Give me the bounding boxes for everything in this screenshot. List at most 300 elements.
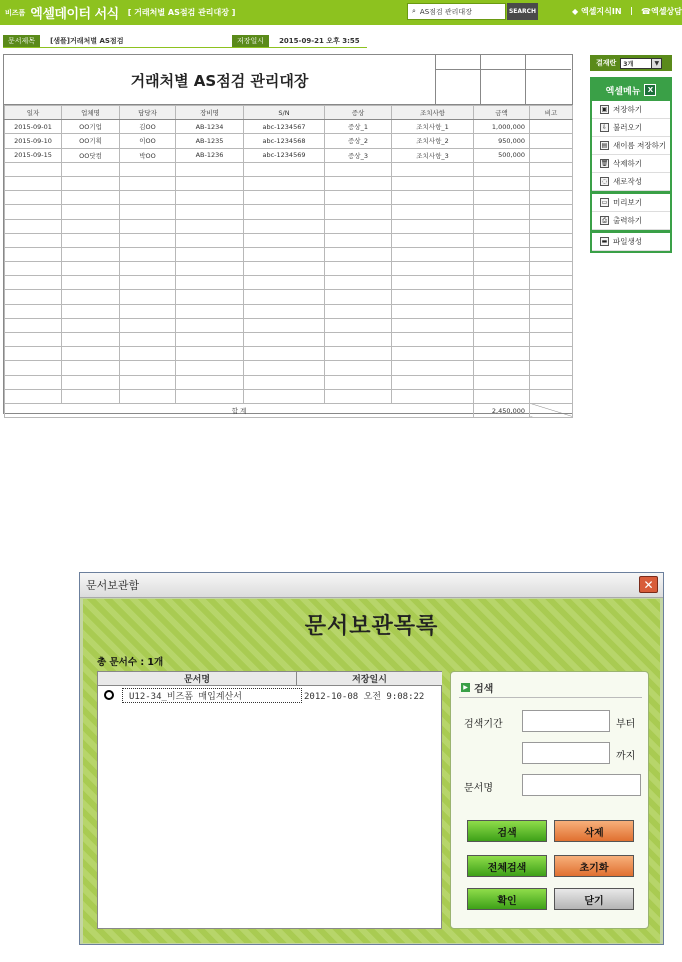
excel-icon: X — [644, 84, 656, 96]
list-item[interactable] — [98, 688, 441, 702]
menu-icon: ◌ — [601, 178, 608, 185]
table-cell[interactable] — [392, 191, 474, 205]
table-cell[interactable] — [392, 361, 474, 375]
table-row[interactable] — [5, 191, 573, 205]
table-row[interactable] — [5, 247, 573, 261]
table-cell[interactable] — [176, 347, 244, 361]
table-cell[interactable] — [474, 262, 530, 276]
list-item-date: 2012-10-08 오전 9:08:22 — [304, 691, 425, 702]
table-row[interactable] — [5, 333, 573, 347]
column-header[interactable]: 조치사항 — [392, 106, 474, 120]
table-row[interactable] — [5, 389, 573, 403]
confirm-button[interactable]: 확인 — [467, 888, 547, 910]
table-cell[interactable] — [176, 304, 244, 318]
table-cell[interactable] — [62, 333, 120, 347]
table-cell[interactable]: 박OO — [120, 148, 176, 162]
table-cell[interactable] — [474, 205, 530, 219]
table-cell[interactable] — [176, 318, 244, 332]
table-cell[interactable]: OO닷컴 — [62, 148, 120, 162]
table-cell[interactable] — [176, 162, 244, 176]
table-cell[interactable] — [474, 347, 530, 361]
menu-item-label: 미리보기 — [613, 198, 642, 207]
doc-title-bar — [3, 35, 123, 47]
table-cell[interactable] — [530, 375, 573, 389]
table-cell[interactable] — [392, 247, 474, 261]
table-cell[interactable]: AB-1234 — [176, 120, 244, 134]
table-cell[interactable] — [530, 205, 573, 219]
table-cell[interactable] — [474, 191, 530, 205]
table-cell[interactable] — [530, 233, 573, 247]
table-cell[interactable] — [176, 205, 244, 219]
close-button[interactable]: 닫기 — [554, 888, 634, 910]
table-cell[interactable] — [5, 191, 62, 205]
table-cell[interactable] — [176, 219, 244, 233]
table-cell[interactable] — [120, 290, 176, 304]
table-cell[interactable] — [530, 176, 573, 190]
menu-item[interactable] — [592, 101, 670, 119]
table-row[interactable] — [5, 347, 573, 361]
doc-title-label: 문서제목 — [3, 35, 40, 47]
table-cell[interactable] — [392, 347, 474, 361]
search-panel — [450, 671, 649, 929]
table-row[interactable] — [5, 162, 573, 176]
table-row[interactable] — [5, 276, 573, 290]
table-cell[interactable] — [244, 304, 325, 318]
table-cell[interactable] — [5, 389, 62, 403]
table-cell[interactable] — [244, 389, 325, 403]
table-cell[interactable] — [62, 247, 120, 261]
table-cell[interactable] — [244, 333, 325, 347]
table-cell[interactable] — [392, 318, 474, 332]
table-cell[interactable] — [62, 375, 120, 389]
doc-name-field[interactable] — [522, 774, 641, 796]
brand-small: 비즈폼 — [5, 8, 26, 17]
table-cell[interactable] — [120, 347, 176, 361]
table-cell[interactable] — [244, 290, 325, 304]
table-cell[interactable] — [244, 347, 325, 361]
column-header[interactable]: 일자 — [5, 106, 62, 120]
table-cell[interactable]: AB-1235 — [176, 134, 244, 148]
table-cell[interactable]: 950,000 — [474, 134, 530, 148]
table-cell[interactable] — [474, 375, 530, 389]
menu-item-label: 새이름 저장하기 — [613, 141, 667, 150]
table-cell[interactable] — [5, 375, 62, 389]
table-cell[interactable] — [474, 290, 530, 304]
menu-item[interactable] — [592, 212, 670, 230]
dialog-body — [83, 599, 660, 943]
table-cell[interactable] — [5, 290, 62, 304]
table-cell[interactable] — [530, 361, 573, 375]
table-cell[interactable] — [62, 290, 120, 304]
menu-item-label: 불러오기 — [613, 123, 642, 132]
table-cell[interactable] — [62, 347, 120, 361]
table-cell[interactable] — [62, 276, 120, 290]
table-cell[interactable] — [392, 205, 474, 219]
column-header[interactable]: S/N — [244, 106, 325, 120]
table-cell[interactable] — [244, 205, 325, 219]
search-panel-title — [461, 680, 493, 695]
total-note — [530, 403, 573, 417]
link-separator: | — [630, 6, 633, 15]
table-cell[interactable] — [120, 389, 176, 403]
table-cell[interactable] — [474, 361, 530, 375]
reset-button[interactable]: 초기화 — [554, 855, 634, 877]
table-cell[interactable] — [325, 347, 392, 361]
table-cell[interactable]: 증상_2 — [325, 134, 392, 148]
table-cell[interactable] — [325, 375, 392, 389]
table-cell[interactable] — [5, 233, 62, 247]
menu-item[interactable] — [592, 173, 670, 191]
table-cell[interactable]: abc-1234569 — [244, 148, 325, 162]
chevron-down-icon: ▼ — [651, 59, 661, 68]
table-cell[interactable] — [120, 361, 176, 375]
table-row[interactable] — [5, 205, 573, 219]
table-cell[interactable] — [244, 176, 325, 190]
table-row[interactable] — [5, 361, 573, 375]
table-cell[interactable] — [325, 176, 392, 190]
table-row[interactable] — [5, 375, 573, 389]
period-label: 검색기간 — [464, 719, 503, 730]
table-cell[interactable] — [474, 247, 530, 261]
table-cell[interactable] — [325, 333, 392, 347]
column-header[interactable]: 금액 — [474, 106, 530, 120]
table-cell[interactable] — [392, 276, 474, 290]
table-cell[interactable] — [244, 247, 325, 261]
approval-box-2[interactable] — [481, 55, 526, 105]
excel-menu — [590, 77, 672, 253]
table-row[interactable] — [5, 148, 573, 162]
table-cell[interactable] — [474, 276, 530, 290]
menu-item[interactable] — [592, 119, 670, 137]
table-cell[interactable] — [176, 191, 244, 205]
table-cell[interactable] — [244, 276, 325, 290]
table-cell[interactable] — [530, 276, 573, 290]
table-cell[interactable] — [392, 176, 474, 190]
menu-item[interactable] — [592, 233, 670, 251]
menu-icon: ⇩ — [601, 124, 608, 131]
close-icon[interactable]: ✕ — [639, 576, 658, 593]
menu-item[interactable] — [592, 155, 670, 173]
table-cell[interactable] — [120, 262, 176, 276]
doc-title: [샘플]거래처별 AS점검 — [50, 37, 124, 45]
table-cell[interactable] — [5, 333, 62, 347]
table-cell[interactable] — [530, 219, 573, 233]
approval-count-bar — [590, 55, 672, 71]
table-cell[interactable]: AB-1236 — [176, 148, 244, 162]
approval-count-value: 3개 — [623, 60, 634, 68]
table-cell[interactable] — [120, 233, 176, 247]
document-count: 총 문서수 : 1개 — [97, 657, 164, 668]
table-cell[interactable]: 김OO — [120, 120, 176, 134]
table-cell[interactable] — [325, 162, 392, 176]
doc-name-label: 문서명 — [464, 783, 493, 794]
end-date-field[interactable] — [522, 742, 610, 764]
table-cell[interactable] — [176, 375, 244, 389]
table-cell[interactable] — [474, 233, 530, 247]
table-cell[interactable] — [325, 205, 392, 219]
start-date-field[interactable] — [522, 710, 610, 732]
table-cell[interactable] — [62, 233, 120, 247]
table-cell[interactable] — [530, 333, 573, 347]
brand-title: 엑셀데이터 서식 — [30, 7, 119, 22]
table-cell[interactable] — [5, 247, 62, 261]
table-cell[interactable] — [325, 304, 392, 318]
search-input[interactable] — [407, 3, 506, 20]
table-row[interactable] — [5, 219, 573, 233]
table-cell[interactable] — [244, 375, 325, 389]
dialog-heading: 문서보관목록 — [304, 614, 439, 639]
table-cell[interactable] — [530, 290, 573, 304]
table-cell[interactable] — [176, 247, 244, 261]
total-amount: 2,450,000 — [474, 403, 530, 417]
table-cell[interactable] — [176, 262, 244, 276]
search-button[interactable]: SEARCH — [507, 3, 538, 20]
table-cell[interactable] — [474, 389, 530, 403]
sheet-title: 거래처별 AS점검 관리대장 — [4, 55, 436, 105]
table-cell[interactable] — [325, 389, 392, 403]
menu-icon: ▬ — [601, 238, 608, 245]
col-doc-name[interactable]: 문서명 — [98, 672, 297, 686]
table-cell[interactable] — [120, 176, 176, 190]
dialog-titlebar — [80, 573, 663, 598]
col-saved-date[interactable]: 저장일시 — [297, 672, 442, 686]
table-cell[interactable] — [62, 304, 120, 318]
table-row[interactable] — [5, 262, 573, 276]
table-cell[interactable] — [5, 162, 62, 176]
table-cell[interactable]: 2015-09-15 — [5, 148, 62, 162]
table-cell[interactable] — [530, 347, 573, 361]
saved-bar — [232, 35, 360, 47]
search-value: AS점검 관리대장 — [419, 7, 472, 16]
column-header[interactable]: 증상 — [325, 106, 392, 120]
table-cell[interactable] — [5, 219, 62, 233]
table-cell[interactable] — [244, 318, 325, 332]
table-cell[interactable] — [120, 333, 176, 347]
table-cell[interactable] — [5, 361, 62, 375]
knowledge-link[interactable]: ◆ 엑셀지식IN — [572, 7, 622, 16]
table-cell[interactable] — [530, 304, 573, 318]
sheet-title-row — [4, 55, 572, 105]
column-header[interactable]: 비고 — [530, 106, 573, 120]
table-cell[interactable] — [474, 162, 530, 176]
table-cell[interactable] — [325, 233, 392, 247]
table-cell[interactable]: OO기획 — [62, 134, 120, 148]
approval-box-1[interactable] — [436, 55, 481, 105]
breadcrumb: [ 거래처별 AS점검 관리대장 ] — [127, 8, 236, 17]
table-cell[interactable] — [244, 262, 325, 276]
table-cell[interactable] — [244, 191, 325, 205]
table-cell[interactable] — [530, 262, 573, 276]
column-header[interactable]: 담당자 — [120, 106, 176, 120]
table-cell[interactable] — [474, 333, 530, 347]
table-cell[interactable] — [530, 247, 573, 261]
table-cell[interactable] — [62, 162, 120, 176]
table-row[interactable] — [5, 233, 573, 247]
table-cell[interactable] — [474, 318, 530, 332]
table-cell[interactable] — [62, 176, 120, 190]
table-cell[interactable] — [325, 191, 392, 205]
table-cell[interactable] — [530, 120, 573, 134]
search-all-button[interactable]: 전체검색 — [467, 855, 547, 877]
table-cell[interactable] — [120, 219, 176, 233]
arrow-icon: ▶ — [461, 683, 470, 692]
excel-menu-title — [592, 79, 670, 101]
table-cell[interactable] — [392, 333, 474, 347]
column-header[interactable]: 장비명 — [176, 106, 244, 120]
table-cell[interactable] — [325, 262, 392, 276]
menu-icon: ▤ — [601, 142, 608, 149]
approval-count-select[interactable] — [620, 58, 662, 69]
menu-item-label: 출력하기 — [613, 216, 642, 225]
table-cell[interactable]: 1,000,000 — [474, 120, 530, 134]
table-cell[interactable] — [176, 233, 244, 247]
data-table — [4, 105, 573, 418]
consult-link-label: 엑셀상담 — [650, 7, 682, 16]
menu-item-label: 저장하기 — [613, 105, 642, 114]
divider — [3, 47, 367, 48]
table-cell[interactable] — [176, 176, 244, 190]
menu-item-label: 파일생성 — [613, 237, 642, 246]
table-cell[interactable] — [325, 361, 392, 375]
table-cell[interactable] — [5, 262, 62, 276]
table-row[interactable] — [5, 120, 573, 134]
column-header[interactable]: 업체명 — [62, 106, 120, 120]
table-cell[interactable]: abc-1234568 — [244, 134, 325, 148]
table-cell[interactable] — [62, 361, 120, 375]
table-cell[interactable] — [325, 219, 392, 233]
table-cell[interactable] — [120, 191, 176, 205]
table-cell[interactable] — [244, 162, 325, 176]
table-cell[interactable]: 조치사항_3 — [392, 148, 474, 162]
table-cell[interactable] — [5, 318, 62, 332]
approval-box-3[interactable] — [526, 55, 571, 105]
consult-link[interactable]: ☎엑셀상담 — [641, 7, 682, 16]
table-row[interactable] — [5, 318, 573, 332]
table-cell[interactable] — [5, 347, 62, 361]
excel-menu-label: 엑셀메뉴 — [605, 86, 641, 97]
table-cell[interactable] — [530, 162, 573, 176]
from-label: 부터 — [616, 719, 636, 730]
table-cell[interactable] — [62, 219, 120, 233]
table-row[interactable] — [5, 176, 573, 190]
menu-icon: 🗑 — [600, 160, 609, 167]
table-cell[interactable] — [244, 233, 325, 247]
table-cell[interactable] — [530, 148, 573, 162]
table-cell[interactable] — [244, 361, 325, 375]
table-cell[interactable] — [62, 389, 120, 403]
table-cell[interactable]: 2015-09-01 — [5, 120, 62, 134]
menu-item-label: 새로작성 — [613, 177, 642, 186]
table-cell[interactable]: OO기업 — [62, 120, 120, 134]
table-cell[interactable] — [5, 276, 62, 290]
table-cell[interactable] — [474, 219, 530, 233]
table-cell[interactable] — [325, 247, 392, 261]
dialog-title: 문서보관함 — [86, 579, 140, 592]
table-cell[interactable]: 조치사항_2 — [392, 134, 474, 148]
table-cell[interactable]: 조치사항_1 — [392, 120, 474, 134]
table-cell[interactable] — [176, 290, 244, 304]
table-cell[interactable]: 2015-09-10 — [5, 134, 62, 148]
table-cell[interactable] — [530, 389, 573, 403]
table-cell[interactable] — [392, 162, 474, 176]
table-cell[interactable] — [62, 262, 120, 276]
total-row — [5, 403, 573, 417]
table-cell[interactable] — [392, 233, 474, 247]
table-cell[interactable] — [120, 375, 176, 389]
table-cell[interactable]: 이OO — [120, 134, 176, 148]
table-cell[interactable] — [176, 333, 244, 347]
table-cell[interactable] — [474, 176, 530, 190]
table-cell[interactable] — [392, 219, 474, 233]
table-cell[interactable] — [5, 176, 62, 190]
table-cell[interactable]: 증상_1 — [325, 120, 392, 134]
table-cell[interactable] — [62, 205, 120, 219]
knowledge-link-label: 엑셀지식IN — [580, 7, 622, 16]
side-panel — [590, 55, 672, 253]
list-item-name: U12-34_비즈폼 매입계산서 — [122, 688, 302, 703]
table-cell[interactable] — [392, 290, 474, 304]
table-cell[interactable] — [62, 318, 120, 332]
approval-count-label: 결재란 — [596, 59, 617, 67]
table-cell[interactable] — [325, 276, 392, 290]
table-cell[interactable] — [120, 247, 176, 261]
table-row[interactable] — [5, 304, 573, 318]
select-radio[interactable] — [104, 690, 114, 700]
table-cell[interactable] — [120, 162, 176, 176]
table-cell[interactable] — [244, 219, 325, 233]
table-cell[interactable] — [325, 318, 392, 332]
table-cell[interactable]: abc-1234567 — [244, 120, 325, 134]
menu-icon: ▭ — [601, 199, 608, 206]
table-cell[interactable] — [176, 276, 244, 290]
table-cell[interactable] — [5, 205, 62, 219]
spreadsheet — [3, 54, 573, 414]
table-cell[interactable] — [392, 304, 474, 318]
table-cell[interactable] — [120, 304, 176, 318]
menu-item[interactable] — [592, 137, 670, 155]
saved-datetime: 2015-09-21 오후 3:55 — [279, 37, 360, 45]
table-cell[interactable] — [530, 191, 573, 205]
search-button[interactable]: 검색 — [467, 820, 547, 842]
table-cell[interactable] — [176, 361, 244, 375]
table-cell[interactable]: 증상_3 — [325, 148, 392, 162]
table-cell[interactable] — [392, 262, 474, 276]
table-cell[interactable] — [5, 304, 62, 318]
to-label: 까지 — [616, 751, 636, 762]
top-banner — [0, 0, 682, 25]
table-cell[interactable] — [62, 191, 120, 205]
table-cell[interactable] — [392, 389, 474, 403]
table-cell[interactable] — [474, 304, 530, 318]
table-cell[interactable] — [392, 375, 474, 389]
table-cell[interactable]: 500,000 — [474, 148, 530, 162]
delete-button[interactable]: 삭제 — [554, 820, 634, 842]
table-cell[interactable] — [120, 205, 176, 219]
table-cell[interactable] — [120, 276, 176, 290]
document-list[interactable] — [97, 671, 442, 929]
divider — [459, 697, 642, 698]
table-cell[interactable] — [530, 134, 573, 148]
table-header-row — [5, 106, 573, 120]
table-cell[interactable] — [120, 318, 176, 332]
table-cell[interactable] — [176, 389, 244, 403]
table-cell[interactable] — [530, 318, 573, 332]
table-row[interactable] — [5, 134, 573, 148]
table-row[interactable] — [5, 290, 573, 304]
search-icon: ⌕ — [412, 7, 416, 15]
table-cell[interactable] — [325, 290, 392, 304]
menu-item[interactable] — [592, 194, 670, 212]
